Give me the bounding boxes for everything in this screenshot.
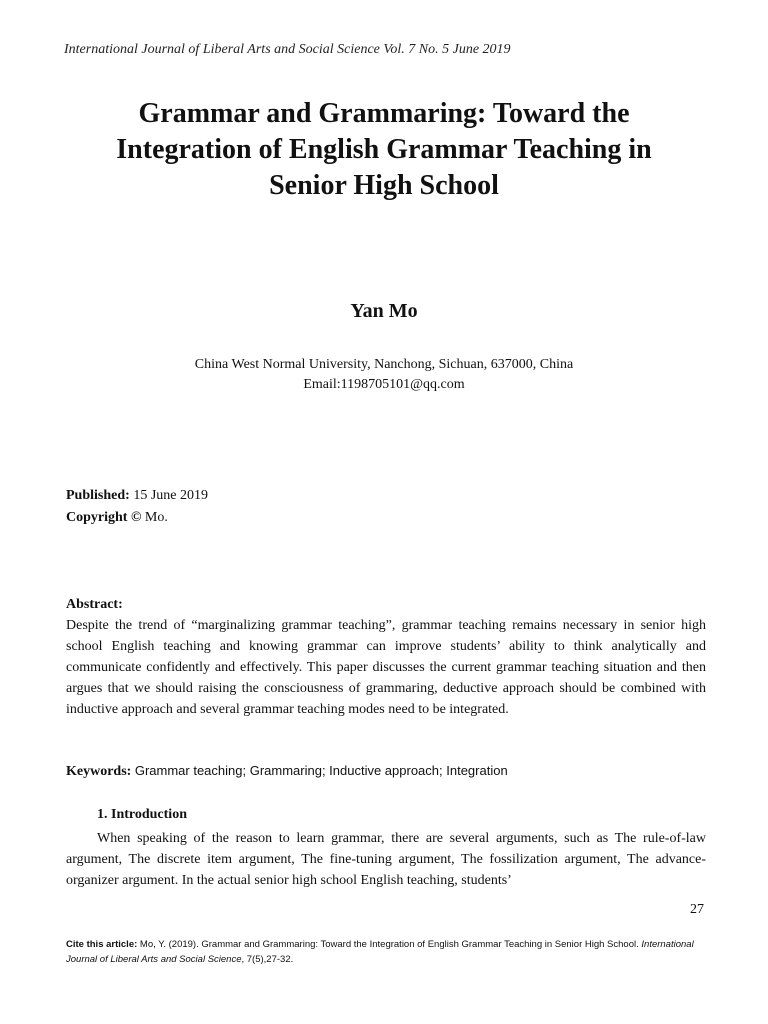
author-name: Yan Mo <box>350 300 418 322</box>
introduction-text: When speaking of the reason to learn grammar, there are several arguments, such as The rule-of-law argument, The discrete item argument, The fine-tuning argument, The fossilization argument, The advance-organizer argument. In the actual senior high school English teaching, students’ <box>66 831 706 888</box>
abstract-text: Despite the trend of “marginalizing grammar teaching”, grammar teaching remains necessary in senior high school English teaching and knowing grammar can improve students’ ability to think analytically and communicate confidently and effectively. This paper discusses the current grammar teaching situation and then argues that we should raising the consciousness of grammaring, deductive approach should be combined with inductive approach and several grammar teaching modes need to be integrated. <box>66 618 706 717</box>
citation-volume: , 7(5),27-32. <box>241 954 294 965</box>
publication-meta <box>66 485 706 529</box>
keywords-label: Keywords: <box>66 764 132 779</box>
published-line <box>66 485 706 507</box>
affiliation: China West Normal University, Nanchong, Sichuan, 637000, China <box>194 357 574 372</box>
section-heading: 1. Introduction <box>97 807 187 822</box>
paper-title <box>40 96 728 204</box>
copyright-label: Copyright © <box>66 510 142 525</box>
email: Email:1198705101@qq.com <box>303 377 465 392</box>
abstract <box>66 594 706 720</box>
copyright-line <box>66 507 706 529</box>
citation-journal: International Journal of Liberal Arts and Social Science <box>66 939 694 965</box>
page-number: 27 <box>690 902 704 917</box>
published-date: 15 June 2019 <box>133 488 208 503</box>
title-line: Senior High School <box>269 170 499 201</box>
title-line: Integration of English Grammar Teaching in <box>116 134 652 165</box>
keywords <box>66 763 706 780</box>
affiliation-block <box>0 355 768 395</box>
citation-label: Cite this article: <box>66 939 138 950</box>
copyright-holder: Mo. <box>144 510 168 525</box>
journal-header: International Journal of Liberal Arts and Social Science Vol. 7 No. 5 June 2019 <box>64 42 511 57</box>
keywords-text: Grammar teaching; Grammaring; Inductive approach; Integration <box>134 763 508 778</box>
citation-footer <box>66 937 716 967</box>
title-line: Grammar and Grammaring: Toward the <box>138 98 630 129</box>
citation-text: Mo, Y. (2019). Grammar and Grammaring: Toward the Integration of English Grammar Teaching in Senior High School. <box>139 939 639 950</box>
abstract-label: Abstract: <box>66 597 123 612</box>
published-label: Published: <box>66 488 130 503</box>
